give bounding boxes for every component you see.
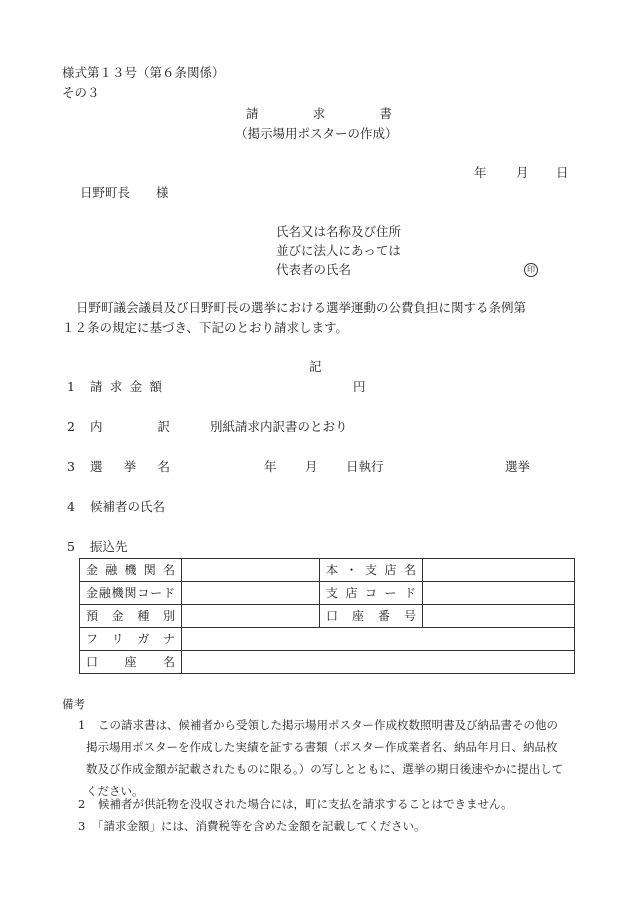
label-char: 種 [137,609,150,623]
label-char: 関 [124,586,137,600]
label-char: 支 [364,563,377,577]
date-year: 年 [474,165,487,180]
label-char: コ [137,586,150,600]
document-title [246,108,392,121]
branch-code-label [326,587,416,599]
item-3-year: 年 [264,459,277,474]
label-char: 請 [90,379,103,394]
branch-code-field[interactable] [423,582,575,605]
item-3-election: 選挙 [505,459,531,474]
item-4-number: 4 [67,499,75,514]
item-1-number: 1 [67,379,75,394]
item-3-label [90,461,170,474]
document-subtitle: （掲示場用ポスターの作成） [235,126,398,141]
label-char: 支 [326,586,339,600]
label-char: 挙 [123,459,137,474]
ki-heading: 記 [309,359,322,374]
table-row [80,605,575,628]
label-char: 機 [111,586,124,600]
account-number-field[interactable] [423,605,575,628]
label-char: コ [364,586,377,600]
label-char: 口 [86,655,99,669]
label-char: 座 [124,655,137,669]
item-5-label: 振込先 [90,539,128,554]
date-month: 月 [516,165,529,180]
label-char: 本 [326,563,339,577]
note-3-number: 3 [78,819,86,833]
label-char: 名 [157,459,170,474]
furigana-field[interactable] [182,628,575,651]
table-row [80,651,575,674]
branch-name-label [326,564,416,576]
label-char: 機 [124,563,137,577]
honorific: 様 [156,185,169,200]
deposit-type-field[interactable] [182,605,320,628]
label-char: 金 [129,379,143,394]
label-char: ー [150,586,163,600]
form-sub-number: その３ [62,85,100,100]
item-3-number: 3 [67,459,75,474]
label-char: 融 [98,586,111,600]
table-row [80,582,575,605]
label-char: ド [162,586,175,600]
label-char: 名 [403,563,416,577]
notes-heading: 備考 [62,697,85,711]
label-char: 金 [111,609,124,623]
bank-name-field[interactable] [182,559,320,582]
label-char: 預 [86,609,99,623]
label-char: フ [86,632,99,646]
account-number-label [326,610,416,622]
claimant-line-1: 氏名又は名称及び住所 [276,224,402,239]
claimant-line-2: 並びに法人にあっては [276,243,401,258]
label-char: 選 [90,459,103,474]
label-char: 書 [379,106,392,121]
item-1-unit: 円 [353,379,366,394]
item-2-label [90,421,170,434]
note-1 [86,714,563,802]
claimant-line-3: 代表者の氏名 [276,262,352,277]
label-char: 関 [143,563,156,577]
label-char: ナ [162,632,175,646]
bank-name-label [86,564,175,576]
label-char: 座 [351,609,364,623]
label-char: 額 [149,379,162,394]
note-3-text: 「請求金額」には、消費税等を含めた金額を記載してください。 [92,819,426,833]
label-char: 内 [90,419,103,434]
item-5-number: 5 [67,539,75,554]
label-char: 求 [109,379,123,394]
label-char: ド [403,586,416,600]
date-day: 日 [556,165,569,180]
bank-code-field[interactable] [182,582,320,605]
furigana-label [86,633,175,645]
bank-transfer-table [79,558,575,674]
note-2-number: 2 [78,797,86,811]
note-1-line-3: 数及び作成金額が記載されたものに限る。）の写しとともに、選挙の期日後速やかに提出して [86,762,564,776]
note-1-line-1: この請求書は、候補者から受領した掲示場用ポスター作成枚数照明書及び納品書その他の [98,718,558,732]
item-3-month: 月 [305,459,318,474]
body-line-1: 日野町議会議員及び日野町長の選挙における選挙運動の公費負担に関する条例第 [76,300,527,315]
item-2-value: 別紙請求内訳書のとおり [210,419,348,434]
label-char: リ [111,632,124,646]
account-name-field[interactable] [182,651,575,674]
note-1-line-2: 掲示場用ポスターを作成した実績を証する書類（ポスター作成業者名、納品年月日、納品枚 [86,740,558,754]
form-number: 様式第１３号（第６条関係） [62,65,225,80]
table-row [80,559,575,582]
branch-name-field[interactable] [423,559,575,582]
note-2-text: 候補者が供託物を没収された場合には，町に支払を請求することはできません。 [98,797,513,811]
label-char: 号 [403,609,416,623]
deposit-type-label [86,610,175,622]
body-line-2: １２条の規定に基づき、下記のとおり請求します。 [62,320,349,335]
label-char: 口 [326,609,339,623]
label-char: 金 [86,586,99,600]
label-char: 店 [384,563,397,577]
label-char: 名 [162,655,175,669]
label-char: ・ [345,563,358,577]
item-4-label: 候補者の氏名 [90,499,166,514]
label-char: ー [384,586,397,600]
table-row [80,628,575,651]
label-char: 名 [162,563,175,577]
account-name-label [86,656,175,668]
label-char: 金 [86,563,99,577]
addressee: 日野町長 [80,185,131,200]
seal-mark: 印 [524,263,538,277]
note-1-line-4: ください。 [86,784,144,798]
label-char: ガ [137,632,150,646]
label-char: 訳 [157,419,170,434]
bank-code-label [86,587,175,599]
item-1-label [90,381,162,394]
label-char: 融 [105,563,118,577]
item-2-number: 2 [67,419,75,434]
note-1-number: 1 [78,718,86,732]
label-char: 請 [246,106,259,121]
label-char: 求 [312,106,326,121]
item-3-day: 日執行 [346,459,384,474]
label-char: 別 [162,609,175,623]
label-char: 番 [377,609,390,623]
label-char: 店 [345,586,358,600]
